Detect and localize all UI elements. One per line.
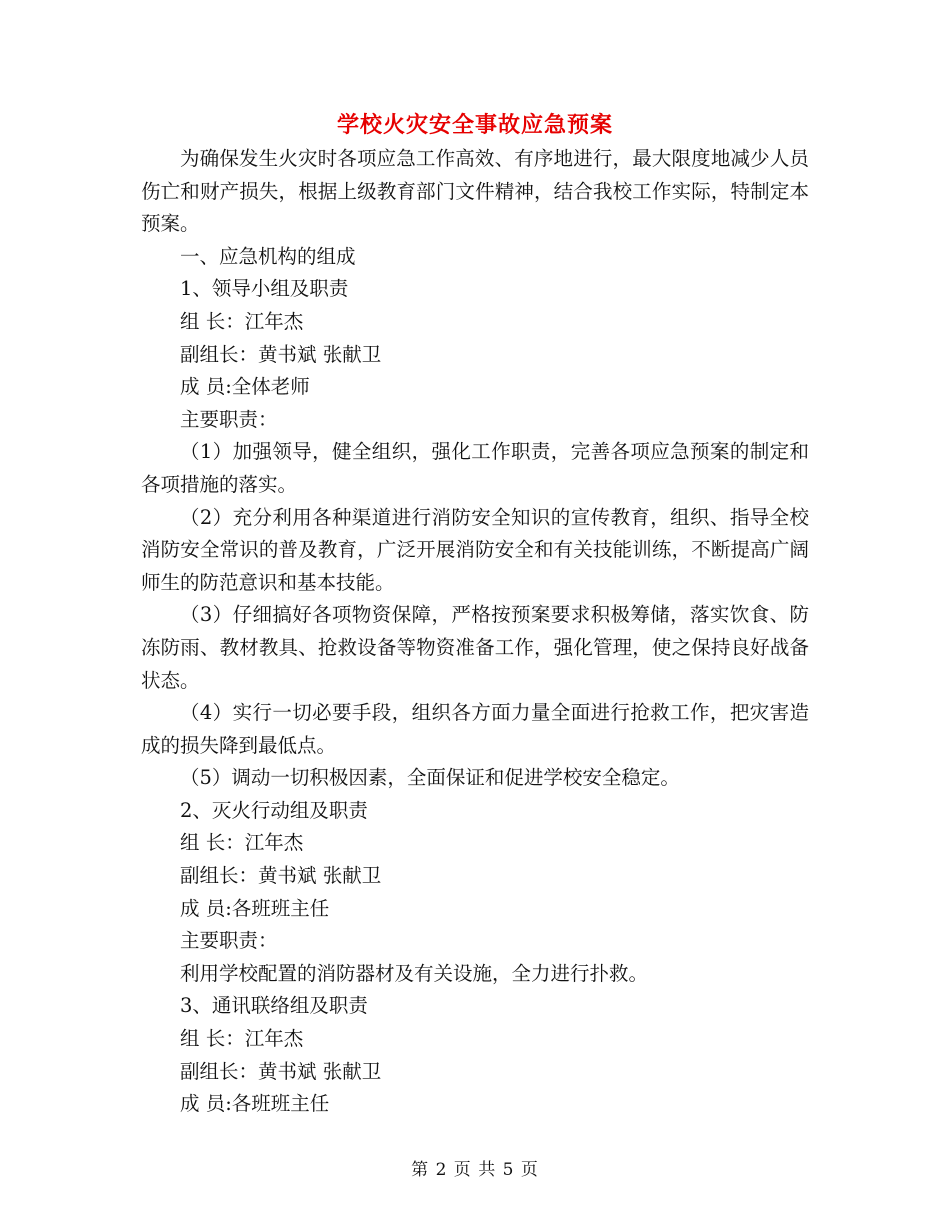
duty-item: （4）实行一切必要手段，组织各方面力量全面进行抢救工作，把灾害造成的损失降到最低点。 bbox=[141, 701, 809, 757]
member-line: 副组长：黄书斌 张献卫 bbox=[180, 342, 382, 366]
section-heading: 一、应急机构的组成 bbox=[180, 244, 356, 268]
subsection-heading: 3、通讯联络组及职责 bbox=[180, 994, 368, 1018]
page-number-footer: 第 2 页 共 5 页 bbox=[411, 1160, 539, 1180]
duty-item: （2）充分利用各种渠道进行消防安全知识的宣传教育，组织、指导全校消防安全常识的普及教育，广泛开展消防安全和有关技能训练，不断提高广阔师生的防范意识和基本技能。 bbox=[141, 505, 809, 594]
subsection-heading: 1、领导小组及职责 bbox=[180, 277, 349, 301]
duties-heading: 主要职责： bbox=[180, 929, 278, 953]
member-line: 成 员:全体老师 bbox=[180, 375, 310, 399]
document-title: 学校火灾安全事故应急预案 bbox=[336, 112, 613, 138]
duties-heading: 主要职责： bbox=[180, 407, 278, 431]
subsection-heading: 2、灭火行动组及职责 bbox=[180, 798, 368, 822]
duty-item: 利用学校配置的消防器材及有关设施，全力进行扑救。 bbox=[180, 961, 649, 985]
member-line: 成 员:各班班主任 bbox=[180, 1092, 330, 1116]
member-line: 副组长：黄书斌 张献卫 bbox=[180, 1059, 382, 1083]
duty-item: （1）加强领导，健全组织，强化工作职责，完善各项应急预案的制定和各项措施的落实。 bbox=[141, 440, 809, 496]
member-line: 组 长：江年杰 bbox=[180, 309, 304, 333]
member-line: 组 长：江年杰 bbox=[180, 831, 304, 855]
document-body bbox=[141, 143, 809, 1121]
member-line: 成 员:各班班主任 bbox=[180, 896, 330, 920]
duty-item: （3）仔细搞好各项物资保障，严格按预案要求积极筹储，落实饮食、防冻防雨、教材教具、抢救设备等物资准备工作，强化管理，使之保持良好战备状态。 bbox=[141, 603, 809, 692]
member-line: 副组长：黄书斌 张献卫 bbox=[180, 864, 382, 888]
intro-paragraph: 为确保发生火灾时各项应急工作高效、有序地进行，最大限度地减少人员伤亡和财产损失，根据上级教育部门文件精神，结合我校工作实际，特制定本预案。 bbox=[141, 147, 809, 236]
duty-item: （5）调动一切积极因素，全面保证和促进学校安全稳定。 bbox=[180, 766, 680, 790]
member-line: 组 长：江年杰 bbox=[180, 1027, 304, 1051]
